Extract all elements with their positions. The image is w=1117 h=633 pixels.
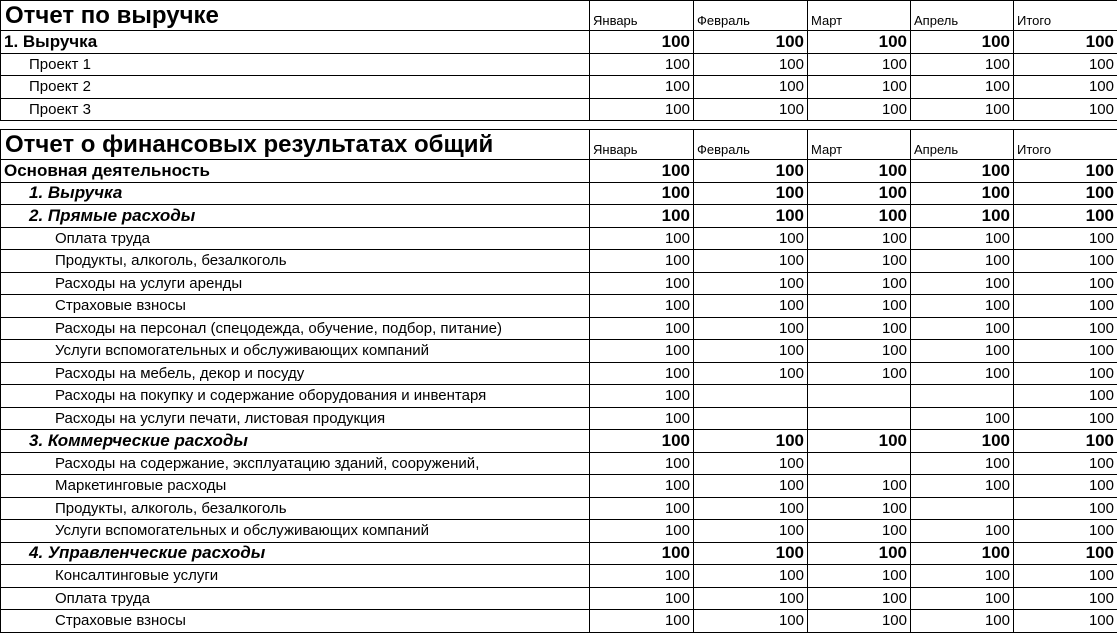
- value-cell: 100: [808, 610, 911, 633]
- value-cell: 100: [694, 272, 808, 295]
- value-cell: 100: [808, 295, 911, 318]
- table-row: [1, 31, 1117, 54]
- value-cell: 100: [1014, 31, 1117, 54]
- table-row: [1, 272, 1117, 295]
- value-cell: 100: [694, 76, 808, 99]
- total-header: Итого: [1014, 130, 1117, 160]
- value-cell: 100: [911, 587, 1014, 610]
- revenue-report-table: [0, 0, 1117, 121]
- value-cell: 100: [1014, 182, 1117, 205]
- row-label: Проект 1: [1, 53, 590, 76]
- value-cell: 100: [1014, 542, 1117, 565]
- value-cell: 100: [911, 76, 1014, 99]
- table-row: [1, 98, 1117, 121]
- value-cell: 100: [694, 227, 808, 250]
- value-cell: 100: [590, 272, 694, 295]
- row-label: Страховые взносы: [1, 610, 590, 633]
- value-cell: 100: [590, 587, 694, 610]
- value-cell: 100: [694, 587, 808, 610]
- value-cell: 100: [1014, 475, 1117, 498]
- value-cell: 100: [808, 205, 911, 228]
- table-row: [1, 160, 1117, 183]
- value-cell: 100: [590, 430, 694, 453]
- value-cell: 100: [590, 160, 694, 183]
- value-cell: 100: [590, 53, 694, 76]
- value-cell: 100: [1014, 520, 1117, 543]
- value-cell: 100: [694, 520, 808, 543]
- value-cell: 100: [694, 98, 808, 121]
- value-cell: 100: [1014, 430, 1117, 453]
- value-cell: 100: [808, 31, 911, 54]
- value-cell: 100: [808, 497, 911, 520]
- value-cell: 100: [911, 227, 1014, 250]
- value-cell: 100: [1014, 272, 1117, 295]
- value-cell: 100: [911, 475, 1014, 498]
- table-row: [1, 205, 1117, 228]
- value-cell: 100: [590, 295, 694, 318]
- table-row: [1, 53, 1117, 76]
- value-cell: 100: [590, 250, 694, 273]
- financial-report-table: [0, 129, 1117, 633]
- value-cell: 100: [590, 520, 694, 543]
- value-cell: 100: [1014, 205, 1117, 228]
- value-cell: 100: [911, 98, 1014, 121]
- value-cell: 100: [1014, 565, 1117, 588]
- table-row: [1, 385, 1117, 408]
- value-cell: 100: [590, 182, 694, 205]
- table-row: [1, 542, 1117, 565]
- row-label: Оплата труда: [1, 587, 590, 610]
- table-row: [1, 430, 1117, 453]
- value-cell: 100: [1014, 98, 1117, 121]
- row-label: 1. Выручка: [1, 31, 590, 54]
- value-cell: 100: [590, 452, 694, 475]
- row-label: Проект 3: [1, 98, 590, 121]
- value-cell: 100: [911, 407, 1014, 430]
- value-cell: 100: [694, 295, 808, 318]
- value-cell: [808, 385, 911, 408]
- value-cell: 100: [808, 565, 911, 588]
- table-row: [1, 587, 1117, 610]
- value-cell: 100: [808, 250, 911, 273]
- table-row: [1, 475, 1117, 498]
- value-cell: 100: [694, 250, 808, 273]
- row-label: Расходы на мебель, декор и посуду: [1, 362, 590, 385]
- row-label: Продукты, алкоголь, безалкоголь: [1, 250, 590, 273]
- value-cell: 100: [590, 610, 694, 633]
- value-cell: [911, 385, 1014, 408]
- financial-report-title: Отчет о финансовых результатах общий: [1, 130, 590, 160]
- value-cell: 100: [808, 227, 911, 250]
- month-header: Март: [808, 1, 911, 31]
- value-cell: 100: [1014, 317, 1117, 340]
- row-label: Расходы на услуги печати, листовая продукция: [1, 407, 590, 430]
- row-label: Продукты, алкоголь, безалкоголь: [1, 497, 590, 520]
- value-cell: 100: [590, 475, 694, 498]
- value-cell: 100: [911, 610, 1014, 633]
- value-cell: 100: [911, 182, 1014, 205]
- value-cell: 100: [808, 542, 911, 565]
- value-cell: 100: [694, 182, 808, 205]
- row-label: Страховые взносы: [1, 295, 590, 318]
- value-cell: 100: [694, 452, 808, 475]
- value-cell: 100: [911, 205, 1014, 228]
- table-row: [1, 452, 1117, 475]
- value-cell: [694, 407, 808, 430]
- value-cell: 100: [1014, 587, 1117, 610]
- table-row: [1, 250, 1117, 273]
- month-header: Апрель: [911, 130, 1014, 160]
- value-cell: 100: [694, 475, 808, 498]
- row-label: Расходы на услуги аренды: [1, 272, 590, 295]
- value-cell: 100: [694, 317, 808, 340]
- value-cell: 100: [911, 160, 1014, 183]
- table-row: [1, 565, 1117, 588]
- value-cell: 100: [911, 452, 1014, 475]
- month-header: Март: [808, 130, 911, 160]
- value-cell: 100: [1014, 385, 1117, 408]
- value-cell: 100: [808, 430, 911, 453]
- value-cell: 100: [590, 340, 694, 363]
- month-header: Февраль: [694, 130, 808, 160]
- value-cell: 100: [1014, 610, 1117, 633]
- value-cell: 100: [911, 250, 1014, 273]
- value-cell: 100: [1014, 295, 1117, 318]
- table-row: [1, 227, 1117, 250]
- row-label: 2. Прямые расходы: [1, 205, 590, 228]
- value-cell: 100: [808, 317, 911, 340]
- value-cell: 100: [1014, 497, 1117, 520]
- value-cell: 100: [590, 76, 694, 99]
- row-label: Проект 2: [1, 76, 590, 99]
- value-cell: 100: [911, 31, 1014, 54]
- table-row: [1, 520, 1117, 543]
- row-label: Основная деятельность: [1, 160, 590, 183]
- row-label: Расходы на содержание, эксплуатацию зданий, сооружений,: [1, 452, 590, 475]
- table-row: [1, 76, 1117, 99]
- value-cell: 100: [590, 317, 694, 340]
- value-cell: 100: [808, 475, 911, 498]
- month-header: Февраль: [694, 1, 808, 31]
- value-cell: 100: [911, 565, 1014, 588]
- value-cell: 100: [911, 430, 1014, 453]
- value-cell: 100: [1014, 53, 1117, 76]
- value-cell: 100: [694, 205, 808, 228]
- total-header: Итого: [1014, 1, 1117, 31]
- value-cell: 100: [1014, 227, 1117, 250]
- value-cell: 100: [911, 362, 1014, 385]
- value-cell: 100: [911, 542, 1014, 565]
- table-row: [1, 295, 1117, 318]
- value-cell: 100: [808, 53, 911, 76]
- value-cell: 100: [590, 497, 694, 520]
- row-label: Услуги вспомогательных и обслуживающих компаний: [1, 340, 590, 363]
- value-cell: [808, 407, 911, 430]
- value-cell: 100: [590, 205, 694, 228]
- value-cell: 100: [808, 182, 911, 205]
- value-cell: 100: [590, 565, 694, 588]
- value-cell: 100: [590, 227, 694, 250]
- value-cell: 100: [590, 385, 694, 408]
- value-cell: 100: [694, 31, 808, 54]
- value-cell: 100: [1014, 76, 1117, 99]
- value-cell: 100: [694, 53, 808, 76]
- value-cell: 100: [694, 430, 808, 453]
- month-header: Апрель: [911, 1, 1014, 31]
- value-cell: 100: [911, 272, 1014, 295]
- value-cell: 100: [590, 542, 694, 565]
- value-cell: 100: [911, 317, 1014, 340]
- row-label: 1. Выручка: [1, 182, 590, 205]
- value-cell: 100: [808, 272, 911, 295]
- value-cell: 100: [808, 98, 911, 121]
- table-row: [1, 182, 1117, 205]
- value-cell: 100: [694, 497, 808, 520]
- value-cell: 100: [590, 407, 694, 430]
- value-cell: 100: [808, 340, 911, 363]
- row-label: Маркетинговые расходы: [1, 475, 590, 498]
- value-cell: 100: [808, 76, 911, 99]
- value-cell: 100: [1014, 340, 1117, 363]
- row-label: Расходы на персонал (спецодежда, обучение, подбор, питание): [1, 317, 590, 340]
- table-row: [1, 497, 1117, 520]
- value-cell: 100: [911, 520, 1014, 543]
- value-cell: 100: [694, 160, 808, 183]
- value-cell: 100: [694, 610, 808, 633]
- table-row: [1, 317, 1117, 340]
- table-row: [1, 340, 1117, 363]
- value-cell: 100: [1014, 407, 1117, 430]
- value-cell: 100: [808, 362, 911, 385]
- row-label: Услуги вспомогательных и обслуживающих компаний: [1, 520, 590, 543]
- value-cell: [808, 452, 911, 475]
- row-label: Консалтинговые услуги: [1, 565, 590, 588]
- value-cell: 100: [694, 542, 808, 565]
- revenue-report-title: Отчет по выручке: [1, 1, 590, 31]
- value-cell: 100: [1014, 362, 1117, 385]
- value-cell: 100: [590, 98, 694, 121]
- value-cell: 100: [911, 340, 1014, 363]
- value-cell: 100: [590, 362, 694, 385]
- table-row: [1, 362, 1117, 385]
- value-cell: [911, 497, 1014, 520]
- value-cell: 100: [1014, 250, 1117, 273]
- value-cell: 100: [694, 340, 808, 363]
- row-label: 3. Коммерческие расходы: [1, 430, 590, 453]
- value-cell: 100: [694, 565, 808, 588]
- table-row: [1, 407, 1117, 430]
- value-cell: 100: [911, 53, 1014, 76]
- value-cell: 100: [808, 520, 911, 543]
- row-label: Оплата труда: [1, 227, 590, 250]
- value-cell: 100: [808, 160, 911, 183]
- value-cell: 100: [911, 295, 1014, 318]
- value-cell: 100: [808, 587, 911, 610]
- month-header: Январь: [590, 1, 694, 31]
- value-cell: 100: [1014, 452, 1117, 475]
- row-label: Расходы на покупку и содержание оборудования и инвентаря: [1, 385, 590, 408]
- value-cell: [694, 385, 808, 408]
- value-cell: 100: [694, 362, 808, 385]
- month-header: Январь: [590, 130, 694, 160]
- row-label: 4. Управленческие расходы: [1, 542, 590, 565]
- value-cell: 100: [1014, 160, 1117, 183]
- table-row: [1, 610, 1117, 633]
- value-cell: 100: [590, 31, 694, 54]
